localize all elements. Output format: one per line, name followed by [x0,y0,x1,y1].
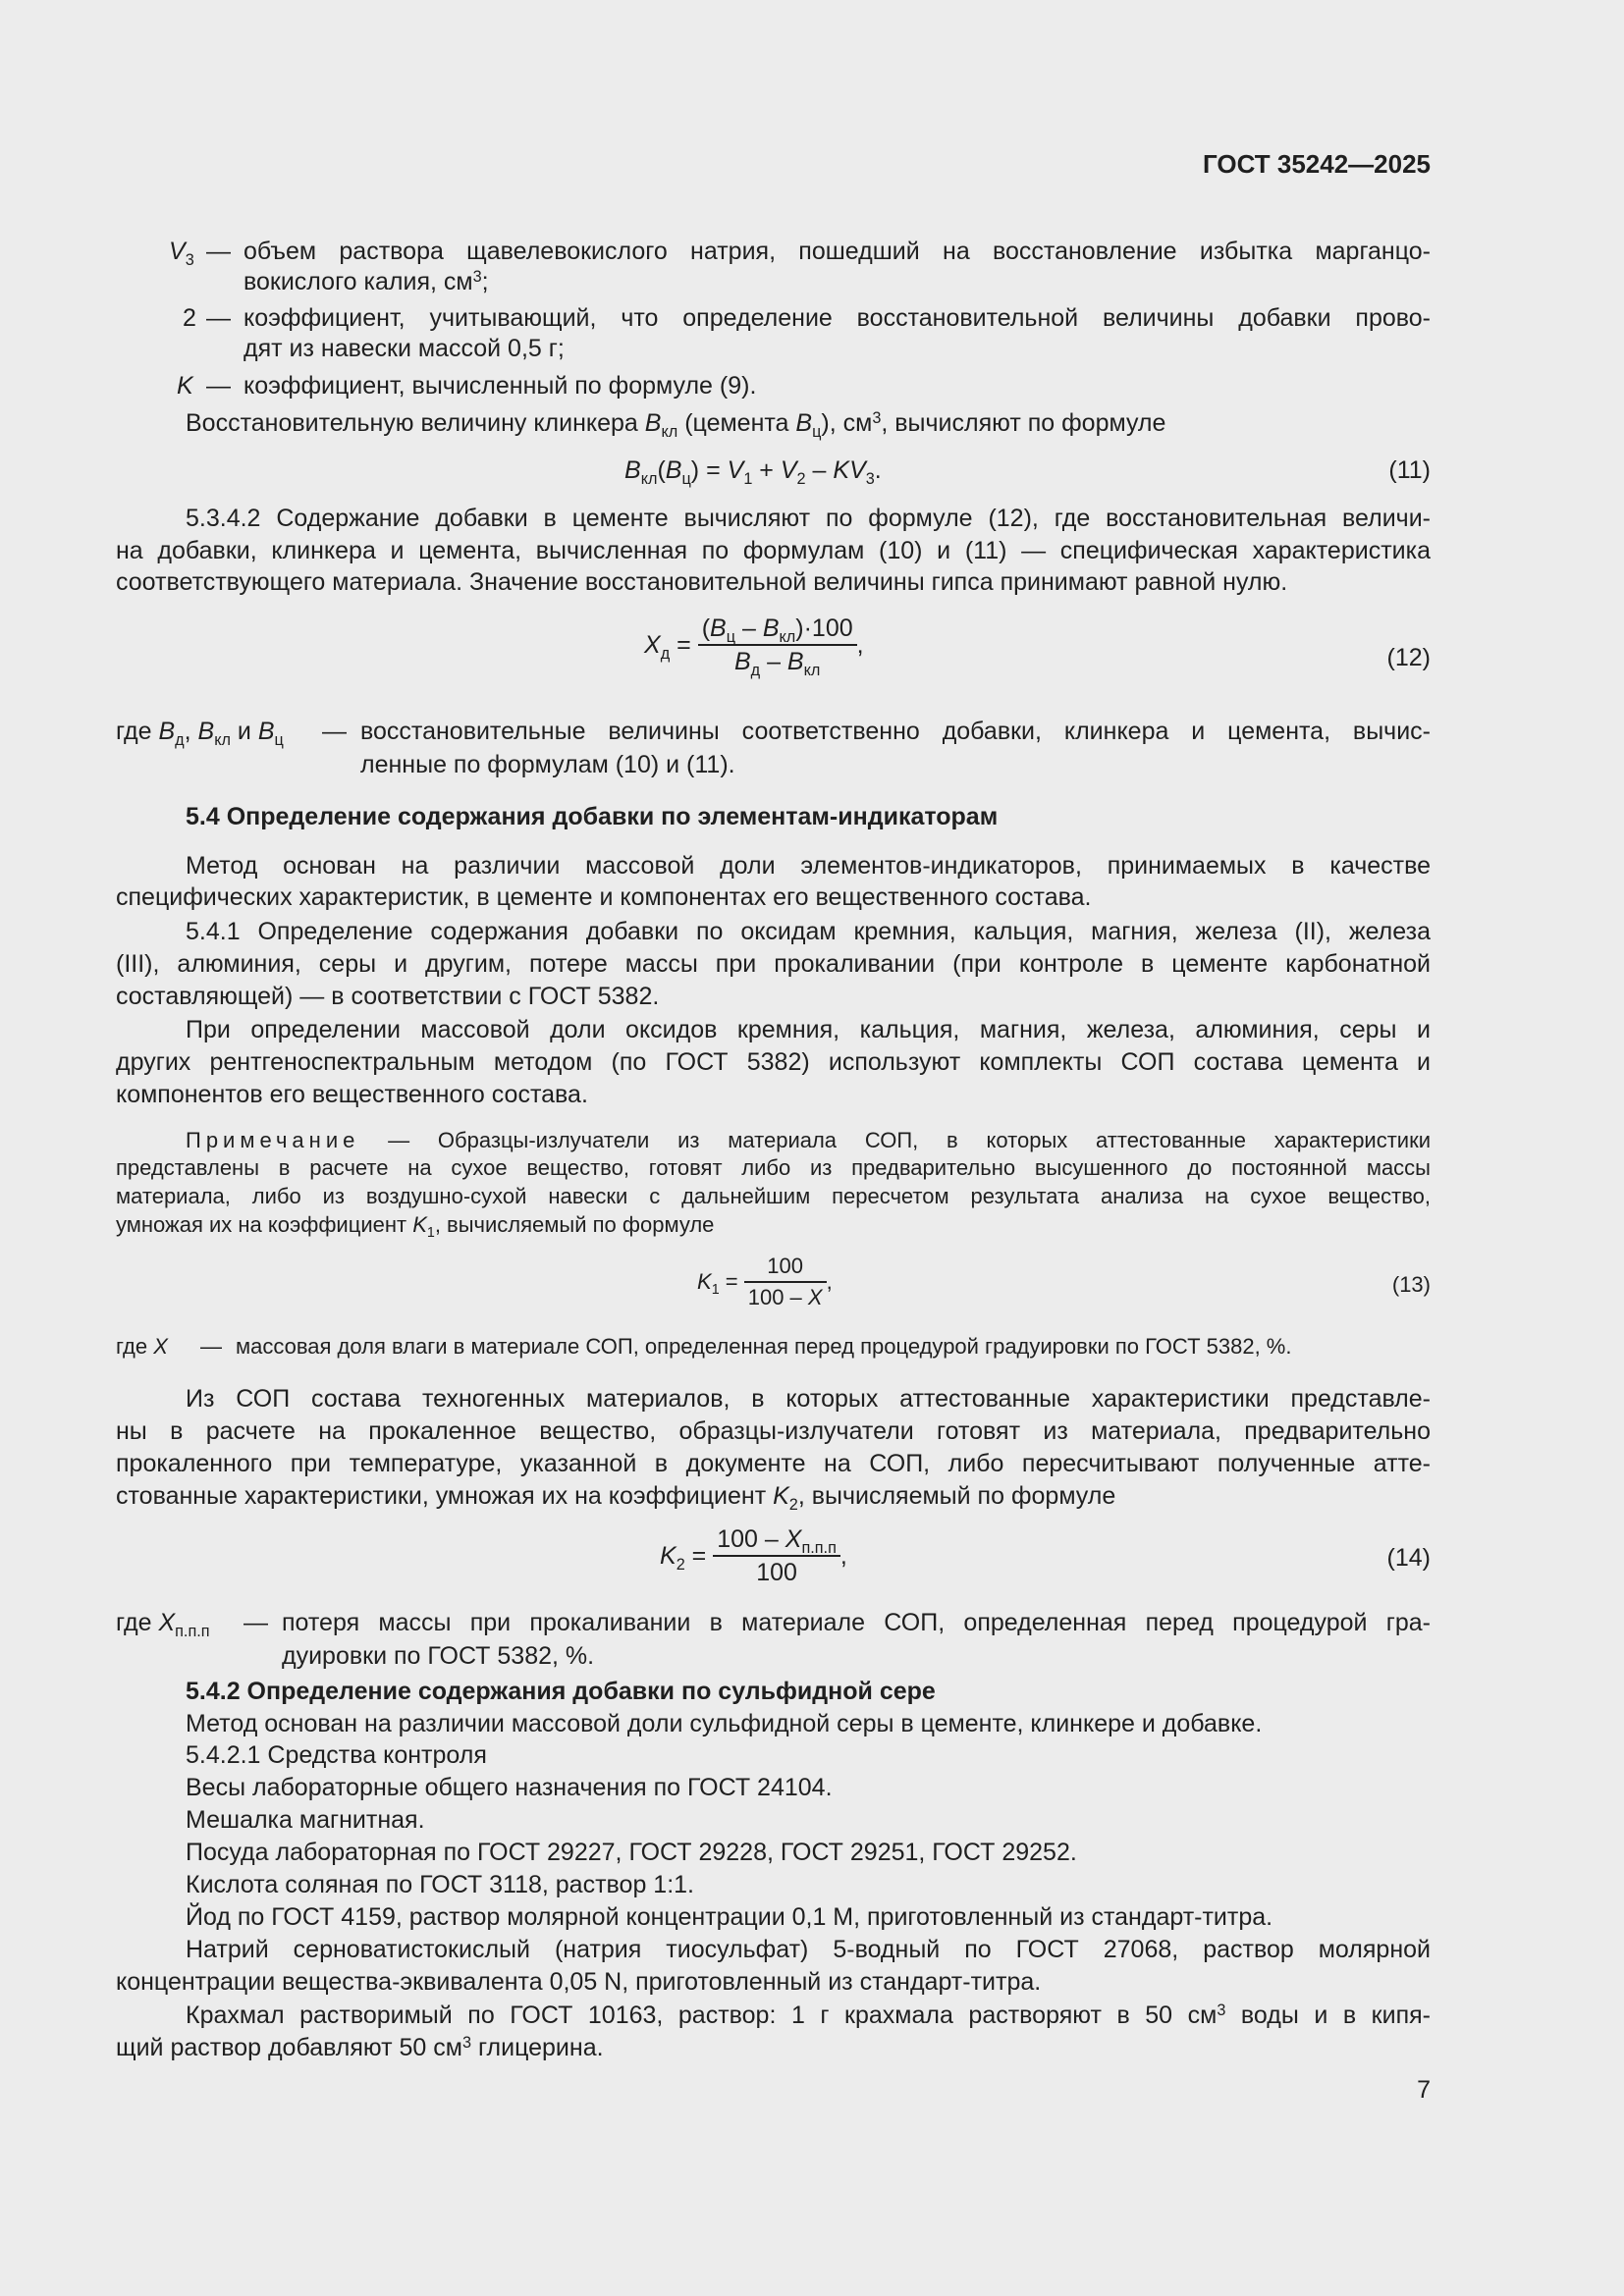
where-13-text: массовая доля влаги в материале СОП, определенная перед процедурой градуировки по ГОСТ 5382, %. [236,1334,1292,1359]
where-12-dash: — [322,718,347,745]
sec542-line-4: Мешалка магнитная. [186,1806,425,1834]
where-14-text-1: потеря массы при прокаливании в материале СОП, определенная перед процедурой гра- [282,1609,1431,1636]
p541-line-3: составляющей) — в соответствии с ГОСТ 5382. [116,983,660,1010]
p5342-line-1: 5.3.4.2 Содержание добавки в цементе вычисляют по формуле (12), где восстановительная величи- [186,505,1431,532]
page-number: 7 [1417,2076,1431,2104]
where-13-dash: — [200,1334,222,1359]
equation-11: $B_{кл}(B_ц) = V_1 + V_2 - KV_3$. [624,456,882,488]
p-rent-line-3: компонентов его вещественного состава. [116,1081,588,1108]
def-v3-dash: — [206,238,231,265]
sec542-line-7: Йод по ГОСТ 4159, раствор молярной концентрации 0,1 М, приготовленный из стандарт-титра. [186,1903,1273,1931]
p-tech-line-4: стованные характеристики, умножая их на коэффициент $K_2$, вычисляемый по формуле [116,1482,1116,1514]
document-id: ГОСТ 35242—2025 [1203,149,1431,179]
p-rent-line-1: При определении массовой доли оксидов кремния, кальция, магния, железа, алюминия, серы и [186,1016,1431,1043]
equation-14-number: (14) [1386,1544,1431,1572]
section-5-4-2-title: 5.4.2 Определение содержания добавки по сульфидной сере [186,1678,936,1705]
equation-11-number: (11) [1388,456,1431,484]
note-line-4: умножая их на коэффициент $K_1$, вычисляемый по формуле [116,1212,715,1241]
section-5-4-title: 5.4 Определение содержания добавки по элементам-индикаторам [186,803,999,830]
where-12-symbols: где $B_д$, $B_{кл}$ и $B_ц$ [116,718,284,749]
equation-13: $K_1$ = $\frac{100}{100 - X}$ , [697,1254,833,1309]
p5342-line-2: на добавки, клинкера и цемента, вычисленная по формулам (10) и (11) — специфическая характеристика [116,537,1431,564]
def-k-symbol: K [177,372,193,400]
def-v3-symbol: $V_3$ [169,238,194,269]
where-12-text-2: ленные по формулам (10) и (11). [360,751,735,778]
p541-line-2: (III), алюминия, серы и другим, потере массы при прокаливании (при контроле в цементе карбонатной [116,950,1431,978]
note-line-1: Примечание — Образцы-излучатели из материала СОП, в которых аттестованные характеристики [186,1128,1431,1152]
sec542-line-11: щий раствор добавляют 50 $см^3$ глицерина. [116,2033,604,2061]
def-two-text-2: дят из навески массой 0,5 г; [244,335,565,362]
equation-14: $K_2$ = $\frac{100 - X_{п.п.п}}{100}$ , [660,1525,847,1586]
equation-12: $X_д$ = $\frac{(B_ц - B_{кл})\cdot 100}{B_д - B_{кл}}$ , [644,614,864,679]
p-tech-line-2: ны в расчете на прокаленное вещество, образцы-излучатели готовят из материала, предварительно [116,1417,1431,1445]
def-two-symbol: 2 [183,304,196,332]
where-14-text-2: дуировки по ГОСТ 5382, %. [282,1642,595,1670]
note-line-3: материала, либо из воздушно-сухой навески с дальнейшим пересчетом результата анализа на сухое вещество, [116,1184,1431,1208]
sec54-line-2: специфических характеристик, в цементе и компонентах его вещественного состава. [116,883,1092,911]
p5342-line-3: соответствующего материала. Значение восстановительной величины гипса принимают равной нулю. [116,568,1288,596]
def-two-text-1: коэффициент, учитывающий, что определение восстановительной величины добавки прово- [244,304,1431,332]
sec542-line-10: Крахмал растворимый по ГОСТ 10163, раствор: 1 г крахмала растворяют в 50 $см^3$ воды и в кипя- [186,2001,1431,2029]
sec542-line-2: 5.4.2.1 Средства контроля [186,1741,487,1769]
where-14: где $X_{п.п.п}$ [116,1609,210,1640]
equation-12-number: (12) [1386,644,1431,671]
equation-13-number: (13) [1391,1272,1431,1297]
def-v3-text-1: объем раствора щавелевокислого натрия, пошедший на восстановление избытка марганцо- [244,238,1431,265]
where-12-text-1: восстановительные величины соответственно добавки, клинкера и цемента, вычис- [360,718,1431,745]
sec542-line-9: концентрации вещества-эквивалента 0,05 N, приготовленный из стандарт-титра. [116,1968,1042,1996]
sec542-line-6: Кислота соляная по ГОСТ 3118, раствор 1:1. [186,1871,694,1898]
def-k-text: коэффициент, вычисленный по формуле (9). [244,372,757,400]
sec54-line-1: Метод основан на различии массовой доли элементов-индикаторов, принимаемых в качестве [186,852,1431,880]
p-rent-line-2: других рентгеноспектральным методом (по ГОСТ 5382) используют комплекты СОП состава цемента и [116,1048,1431,1076]
sec542-line-3: Весы лабораторные общего назначения по ГОСТ 24104. [186,1774,833,1801]
sec542-line-1: Метод основан на различии массовой доли сульфидной серы в цементе, клинкере и добавке. [186,1710,1263,1737]
note-line-2: представлены в расчете на сухое вещество, готовят либо из предварительно высушенного до постоянной массы [116,1155,1431,1180]
para-bkl: Восстановительную величину клинкера $B_{кл}$ (цемента $B_ц$), $см^3$, вычисляют по формуле [186,408,1166,441]
where-13: где X [116,1334,168,1359]
p541-line-1: 5.4.1 Определение содержания добавки по оксидам кремния, кальция, магния, железа (II), железа [186,918,1431,945]
where-14-dash: — [244,1609,268,1636]
p-tech-line-3: прокаленного при температуре, указанной в документе на СОП, либо пересчитывают полученные атте- [116,1450,1431,1477]
p-tech-line-1: Из СОП состава техногенных материалов, в которых аттестованные характеристики представле- [186,1385,1431,1413]
note-label: Примечание [186,1128,360,1152]
sec542-line-5: Посуда лабораторная по ГОСТ 29227, ГОСТ 29228, ГОСТ 29251, ГОСТ 29252. [186,1839,1077,1866]
def-v3-text-2: вокислого калия, $см^3$; [244,267,489,295]
def-two-dash: — [206,304,231,332]
sec542-line-8: Натрий серноватистокислый (натрия тиосульфат) 5-водный по ГОСТ 27068, раствор молярной [186,1936,1431,1963]
def-k-dash: — [206,372,231,400]
